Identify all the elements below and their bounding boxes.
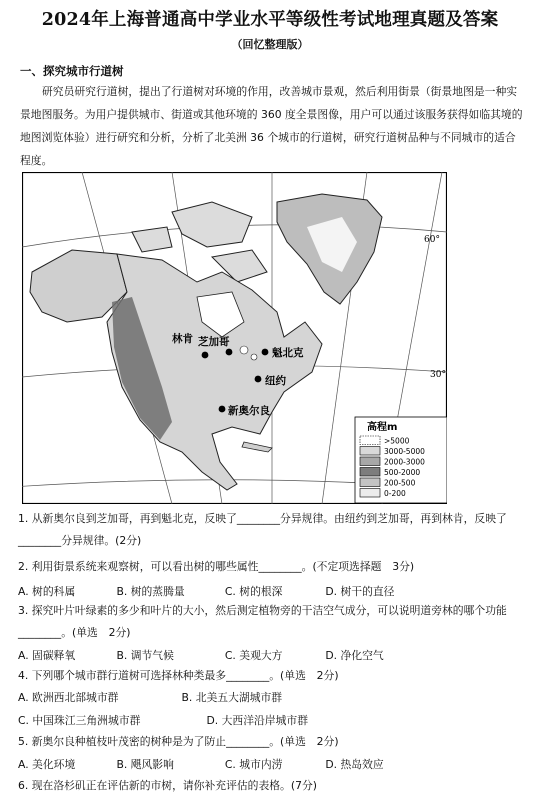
legend-swatch (360, 478, 380, 487)
city-label-quebec: 魁北克 (272, 347, 304, 359)
question-3-options (18, 648, 384, 663)
option-q4-a: A. 欧洲西北部城市群 (18, 691, 119, 704)
city-label-newyork: 纽约 (265, 375, 286, 387)
legend-swatch (360, 468, 380, 477)
option-q3-b: B. 调节气候 (116, 649, 174, 662)
option-q2-a: A. 树的科属 (18, 585, 76, 598)
elevation-legend (355, 417, 447, 503)
question-6: 6. 现在洛杉矶正在评估新的市树，请你补充评估的表格。(7分) (18, 779, 317, 792)
question-1: 1. 从新奥尔良到芝加哥，再到魁北克，反映了________分异规律。由纽约到芝加哥，再到林肯，反映了________分异规律。(2分) (18, 512, 507, 547)
option-q3-d: D. 净化空气 (325, 649, 384, 662)
legend-label: 3000-5000 (384, 447, 425, 456)
legend-swatch (360, 489, 380, 498)
option-q4-d: D. 大西洋沿岸城市群 (206, 714, 308, 727)
intro-paragraph: 研究员研究行道树，提出了行道树对环境的作用，改善城市景观，然后利用街景（街景地图是一种实景地图服务。为用户提供城市、街道或其他环境的 360 度全景图像，用户可以通过该服务获得如临其境的地图浏览体验）进行研究和分析，分析了北美洲 36 个城市的行道树，研究行道树品种与不同城市的适合程度。 (20, 85, 523, 167)
page-subtitle: （回忆整理版） (231, 38, 309, 51)
legend-label: 0-200 (384, 489, 406, 498)
option-q4-c: C. 中国珠江三角洲城市群 (18, 714, 141, 727)
legend-title: 高程m (367, 422, 398, 433)
legend-swatch (360, 447, 380, 456)
option-q2-d: D. 树干的直径 (325, 585, 395, 598)
option-q2-b: B. 树的蒸腾量 (116, 585, 185, 598)
option-q5-d: D. 热岛效应 (325, 758, 384, 771)
north-america-elevation-map (22, 172, 447, 504)
city-label-neworleans: 新奥尔良 (228, 405, 270, 417)
question-4-options-row1 (18, 690, 282, 705)
question-5: 5. 新奥尔良种植枝叶茂密的树种是为了防止________。(单选 2分) (18, 735, 339, 748)
question-5-options (18, 757, 384, 772)
lat-label-30: 30° (430, 370, 446, 380)
question-3: 3. 探究叶片叶绿素的多少和叶片的大小，然后测定植物旁的干洁空气成分，可以说明道旁林的哪个功能________。(单选 2分) (18, 604, 507, 639)
question-4: 4. 下列哪个城市群行道树可选择林种类最多________。(单选 2分) (18, 669, 339, 682)
option-q3-a: A. 固碳释氧 (18, 649, 76, 662)
legend-label: >5000 (384, 436, 410, 446)
option-q3-c: C. 美观大方 (224, 649, 283, 662)
option-q4-b: B. 北美五大湖城市群 (181, 691, 283, 704)
section-heading: 一、探究城市行道树 (20, 64, 124, 78)
legend-label: 200-500 (384, 478, 416, 488)
question-2-options (18, 584, 394, 599)
legend-label: 500-2000 (384, 468, 421, 477)
question-2: 2. 利用街景系统来观察树，可以看出树的哪些属性________。(不定项选择题 3分) (18, 560, 415, 573)
legend-label: 2000-3000 (384, 457, 425, 467)
page-title: 2024年上海普通高中学业水平等级性考试地理真题及答案 (41, 10, 499, 30)
option-q5-c: C. 城市内涝 (224, 758, 283, 771)
city-label-lincoln: 林肯 (172, 333, 193, 345)
option-q2-c: C. 树的根深 (224, 585, 283, 598)
city-label-chicago: 芝加哥 (198, 336, 230, 348)
legend-swatch (360, 457, 380, 466)
option-q5-a: A. 美化环境 (18, 758, 76, 771)
question-4-options-row2 (18, 713, 308, 728)
option-q5-b: B. 飓风影响 (116, 758, 174, 771)
legend-swatch (360, 436, 380, 445)
lat-label-60: 60° (424, 235, 440, 245)
